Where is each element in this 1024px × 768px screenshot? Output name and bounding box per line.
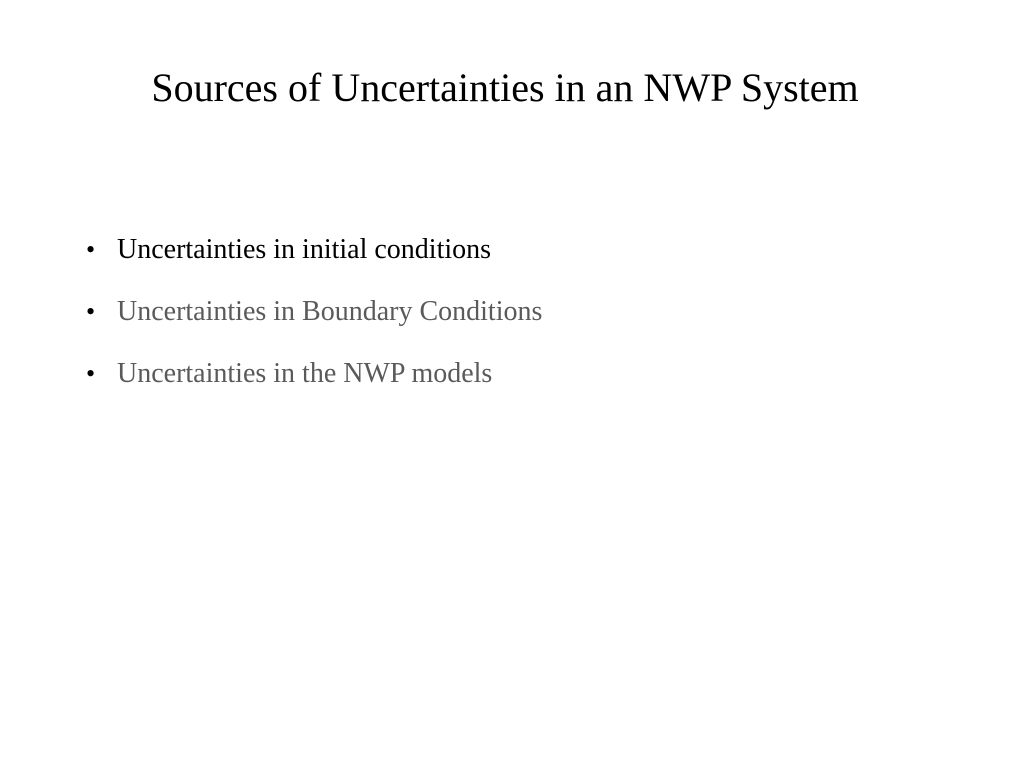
bullet-item-initial-conditions	[86, 230, 542, 292]
bullet-icon: •	[86, 297, 96, 326]
bullet-text: Uncertainties in initial conditions	[117, 234, 492, 265]
bullet-item-nwp-models	[86, 354, 542, 416]
bullet-icon: •	[86, 235, 96, 264]
bullet-list	[86, 230, 542, 416]
bullet-text: Uncertainties in Boundary Conditions	[117, 296, 543, 327]
bullet-text: Uncertainties in the NWP models	[117, 358, 493, 389]
slide-title: Sources of Uncertainties in an NWP System	[151, 65, 859, 110]
bullet-icon: •	[86, 359, 96, 388]
bullet-item-boundary-conditions	[86, 292, 542, 354]
